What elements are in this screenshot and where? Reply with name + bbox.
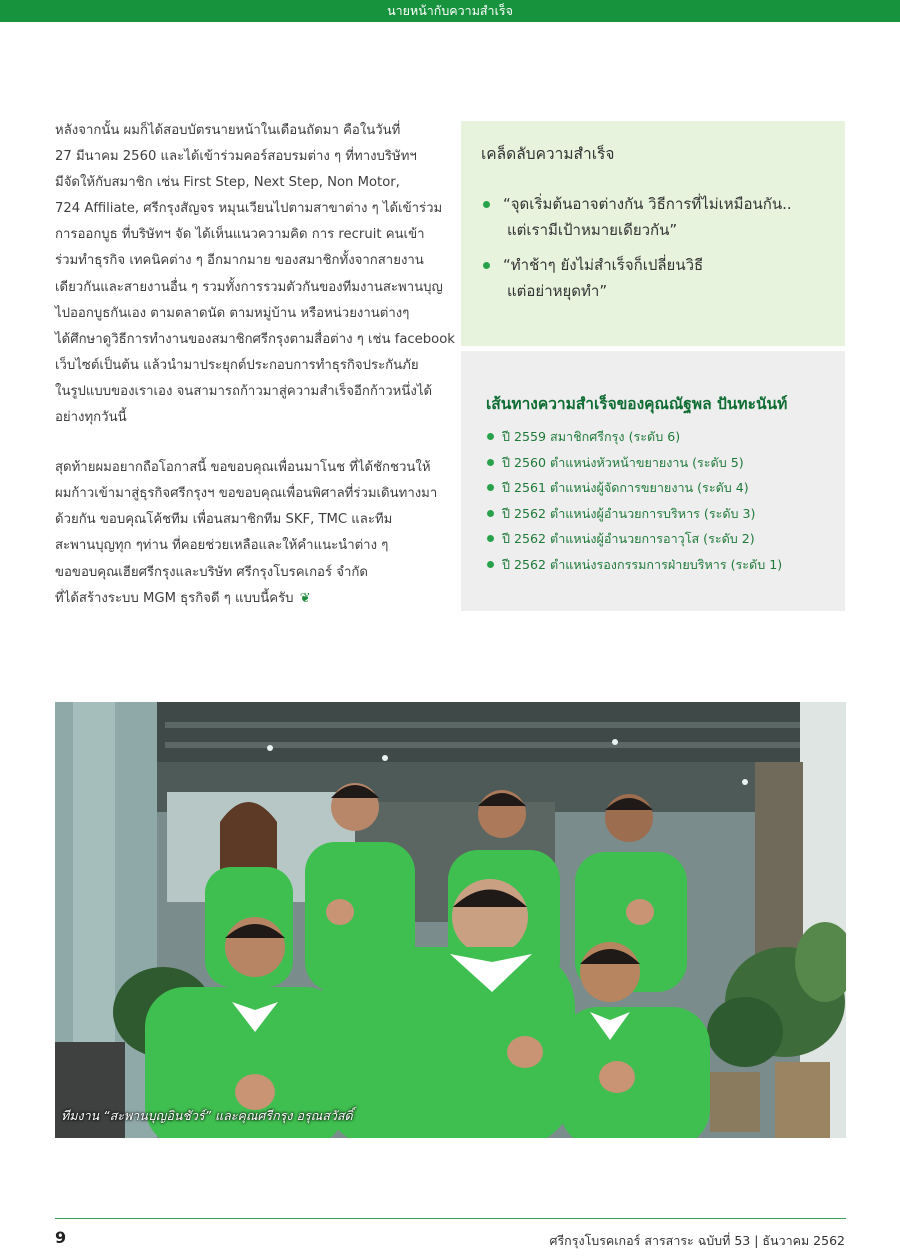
text-line: 27 มีนาคม 2560 และได้เข้าร่วมคอร์สอบรมต่าง ๆ ที่ทางบริษัทฯ (55, 149, 417, 165)
milestone-text: ปี 2559 สมาชิกศรีกรุง (ระดับ 6) (502, 429, 681, 444)
article-paragraph-2 (55, 455, 450, 612)
milestone-item (486, 424, 823, 450)
text-line: มีจัดให้กับสมาชิก เช่น First Step, Next Step, Non Motor, (55, 175, 400, 191)
bullet-dot-icon (487, 510, 494, 517)
tip-line: “ทำช้าๆ ยังไม่สำเร็จก็เปลี่ยนวิธี (503, 256, 704, 274)
text-line: ไปออกบูธกันเอง ตามตลาดนัด ตามหมู่บ้าน หรือหน่วยงานต่างๆ (55, 305, 410, 321)
text-line: หลังจากนั้น ผมก็ได้สอบบัตรนายหน้าในเดือนถัดมา คือในวันที่ (55, 123, 401, 138)
text-line: ในรูปแบบของเราเอง จนสามารถก้าวมาสู่ความสำเร็จอีกก้าวหนึ่งได้ (55, 383, 433, 399)
team-photo (55, 702, 846, 1138)
bullet-dot-icon (487, 433, 494, 440)
career-path-title: เส้นทางความสำเร็จของคุณณัฐพล ปันทะนันท์ (486, 395, 788, 413)
milestone-text: ปี 2562 ตำแหน่งผู้อำนวยการอาวุโส (ระดับ 2) (502, 531, 755, 546)
section-banner (0, 0, 900, 22)
text-line: เดียวกันและสายงานอื่น ๆ รวมทั้งการรวมตัวกันของทีมงานสะพานบุญ (55, 279, 443, 295)
section-title: นายหน้ากับความสำเร็จ (387, 3, 513, 18)
page-number: 9 (55, 1228, 67, 1247)
milestone-text: ปี 2560 ตำแหน่งหัวหน้าขยายงาน (ระดับ 5) (502, 454, 744, 470)
milestone-item (486, 526, 823, 552)
text-line: ผมก้าวเข้ามาสู่ธุรกิจศรีกรุงฯ ขอขอบคุณเพื่อนพิศาลที่ร่วมเดินทางมา (55, 486, 438, 502)
text-line: ได้ศึกษาดูวิธีการทำงานของสมาชิกศรีกรุงตามสื่อต่าง ๆ เช่น facebook (55, 331, 455, 347)
text-line: ขอขอบคุณเฮียศรีกรุงและบริษัท ศรีกรุงโบรคเกอร์ จำกัด (55, 564, 368, 580)
bullet-dot-icon (483, 201, 490, 208)
milestone-text: ปี 2562 ตำแหน่งผู้อำนวยการบริหาร (ระดับ 3) (502, 505, 756, 521)
text-line: ที่ได้สร้างระบบ MGM ธุรกิจดี ๆ แบบนี้ครับ (55, 590, 294, 606)
bullet-dot-icon (483, 262, 490, 269)
tip-line: แต่อย่าหยุดทำ” (507, 282, 608, 300)
photo-caption: ทีมงาน “สะพานบุญอินชัวร์” และคุณศรีกรุง อรุณสวัสดิ์ (61, 1108, 353, 1123)
text-line: เว็บไซต์เป็นต้น แล้วนำมาประยุกต์ประกอบการทำธุรกิจประกันภัย (55, 357, 419, 373)
tip-item (481, 191, 825, 243)
tip-item (481, 252, 825, 304)
footer-divider (55, 1218, 846, 1219)
text-line: ร่วมทำธุรกิจ เทคนิคต่าง ๆ อีกมากมาย ของสมาชิกทั้งจากสายงาน (55, 253, 424, 269)
text-line: ด้วยกัน ขอบคุณโค้ชทีม เพื่อนสมาชิกทีม SKF, TMC และทีม (55, 512, 393, 528)
tip-line: แต่เรามีเป้าหมายเดียวกัน” (507, 221, 678, 239)
tips-title: เคล็ดลับความสำเร็จ (481, 145, 615, 163)
bullet-dot-icon (487, 535, 494, 542)
milestone-text: ปี 2562 ตำแหน่งรองกรรมการฝ่ายบริหาร (ระดับ 1) (502, 556, 783, 572)
milestone-item (486, 475, 823, 501)
text-line: การออกบูธ ที่บริษัทฯ จัด ได้เห็นแนวความคิด การ recruit คนเข้า (55, 227, 425, 243)
tips-box (461, 121, 845, 346)
career-path-box (461, 351, 845, 611)
text-line: สุดท้ายผมอยากถือโอกาสนี้ ขอขอบคุณเพื่อนมาโนช ที่ได้ชักชวนให้ (55, 460, 431, 476)
text-line-with-icon (55, 586, 450, 612)
article-body (55, 118, 455, 612)
publication-info: ศรีกรุงโบรคเกอร์ สารสาระ ฉบับที่ 53 | ธันวาคม 2562 (549, 1233, 845, 1248)
bullet-dot-icon (487, 484, 494, 491)
team-photo-illustration (55, 702, 846, 1138)
bullet-dot-icon (487, 561, 494, 568)
article-paragraph-1 (55, 118, 455, 431)
milestone-item (486, 450, 823, 476)
bullet-dot-icon (487, 459, 494, 466)
leaf-sprout-icon: ❦ (299, 590, 311, 606)
milestone-item (486, 501, 823, 527)
tip-line: “จุดเริ่มต้นอาจต่างกัน วิธีการที่ไม่เหมือนกัน.. (503, 195, 792, 213)
milestone-text: ปี 2561 ตำแหน่งผู้จัดการขยายงาน (ระดับ 4) (502, 480, 749, 495)
text-line: อย่างทุกวันนี้ (55, 410, 127, 426)
text-line: 724 Affiliate, ศรีกรุงสัญจร หมุนเวียนไปตามสาขาต่าง ๆ ได้เข้าร่วม (55, 201, 443, 217)
text-line: สะพานบุญทุก ๆท่าน ที่คอยช่วยเหลือและให้คำแนะนำต่าง ๆ (55, 538, 389, 554)
milestone-item (486, 552, 823, 578)
